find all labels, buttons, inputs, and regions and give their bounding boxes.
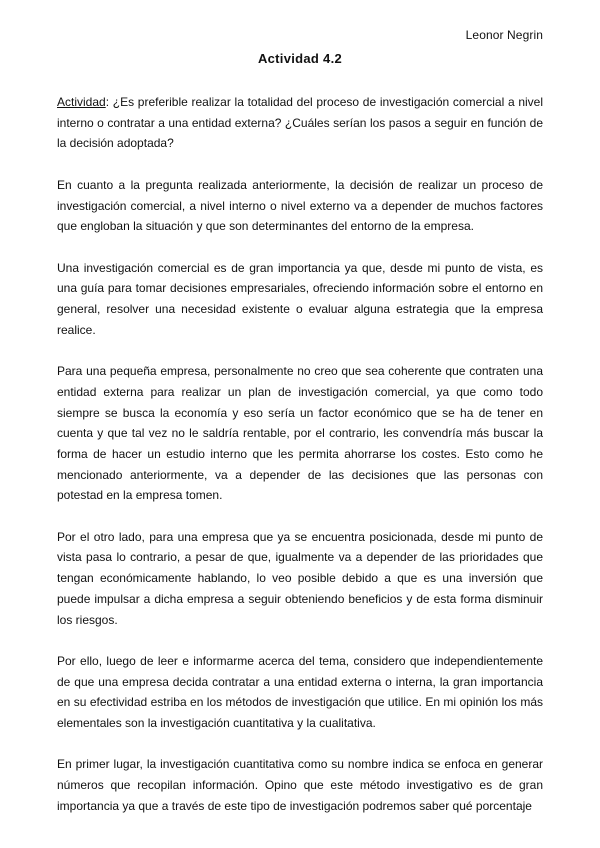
activity-label: Actividad [57,95,106,109]
paragraph: Una investigación comercial es de gran importancia ya que, desde mi punto de vista, es una guía para tomar decisiones empresariales, ofreciendo información sobre el entorno en general, resolver una necesidad existente o evaluar alguna estrategia que la empresa realice. [57,260,543,337]
document-body [57,92,543,837]
paragraph: En cuanto a la pregunta realizada anteriormente, la decisión de realizar un proceso de investigación comercial, a nivel interno o nivel externo va a depender de muchos factores que engloban la situación y que son determinantes del entorno de la empresa. [57,177,543,234]
author-name: Leonor Negrin [465,28,543,42]
page-title: Actividad 4.2 [257,51,343,66]
paragraph: En primer lugar, la investigación cuantitativa como su nombre indica se enfoca en generar números que recopilan información. Opino que este método investigativo es de gran importancia ya que a través de este tipo de investigación podremos saber qué porcentaje [57,757,543,813]
paragraph: Por ello, luego de leer e informarme acerca del tema, considero que independientemente de que una empresa decida contratar a una entidad externa o interna, la gran importancia en su efectividad estriba en los métodos de investigación que utilice. En mi opinión los más elementales son la investigación cuantitativa y la cualitativa. [57,653,543,731]
paragraph: Para una pequeña empresa, personalmente no creo que sea coherente que contraten una entidad externa para realizar un plan de investigación comercial, ya que como todo siempre se busca la economía y eso sería un factor económico que se ha de tener en cuenta y que tal vez no le saldría rentable, por el contrario, les convendría más buscar la forma de hacer un estudio interno que les permita ahorrarse los costes. Esto como he mencionado anteriormente, va a depender de las decisiones que las personas con potestad en la empresa tomen. [57,364,543,503]
activity-question [57,92,543,154]
paragraph: Por el otro lado, para una empresa que ya se encuentra posicionada, desde mi punto de vista pasa lo contrario, a pesar de que, igualmente va a depender de las prioridades que tengan económicamente hablando, lo veo posible debido a que es una inversión que puede impulsar a dicha empresa a seguir obteniendo beneficios y de esta forma disminuir los riesgos. [57,529,543,627]
activity-question-text: : ¿Es preferible realizar la totalidad del proceso de investigación comercial a nivel interno o contratar a una entidad externa? ¿Cuáles serían los pasos a seguir en función de la decisión adoptada? [57,95,543,151]
